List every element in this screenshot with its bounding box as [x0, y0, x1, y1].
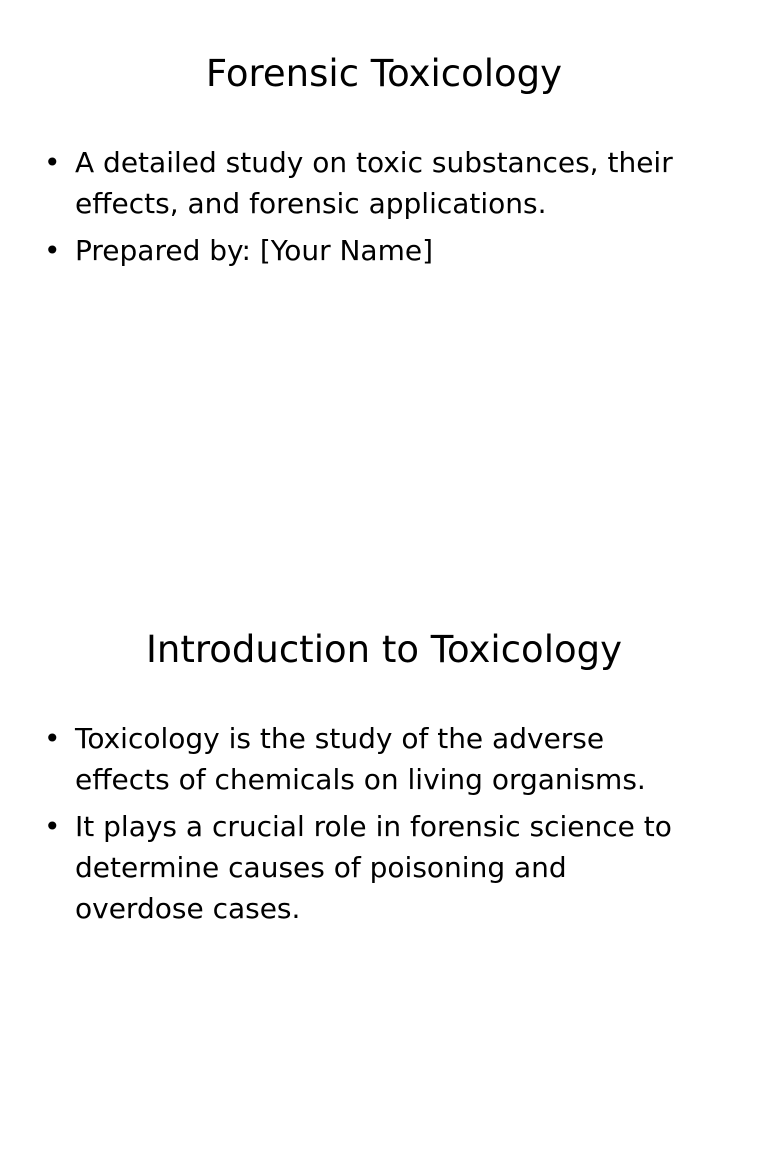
bullet-text: It plays a crucial role in forensic science to determine causes of poisoning and overdose cases. [75, 810, 672, 925]
bullet-list [44, 718, 704, 935]
bullet-icon: • [44, 146, 61, 179]
bullet-text: Toxicology is the study of the adverse effects of chemicals on living organisms. [75, 722, 646, 796]
bullet-text: A detailed study on toxic substances, their effects, and forensic applications. [75, 146, 673, 220]
slide-title: Forensic Toxicology [205, 52, 563, 95]
slide-2 [0, 576, 768, 1152]
bullet-icon: • [44, 722, 61, 755]
slide-title: Introduction to Toxicology [146, 628, 622, 671]
bullet-icon: • [44, 810, 61, 843]
bullet-item [44, 718, 704, 800]
bullet-list [44, 142, 704, 277]
bullet-item [44, 230, 704, 271]
bullet-text: Prepared by: [Your Name] [75, 234, 434, 267]
bullet-icon: • [44, 234, 61, 267]
bullet-item [44, 142, 704, 224]
bullet-item [44, 806, 704, 929]
